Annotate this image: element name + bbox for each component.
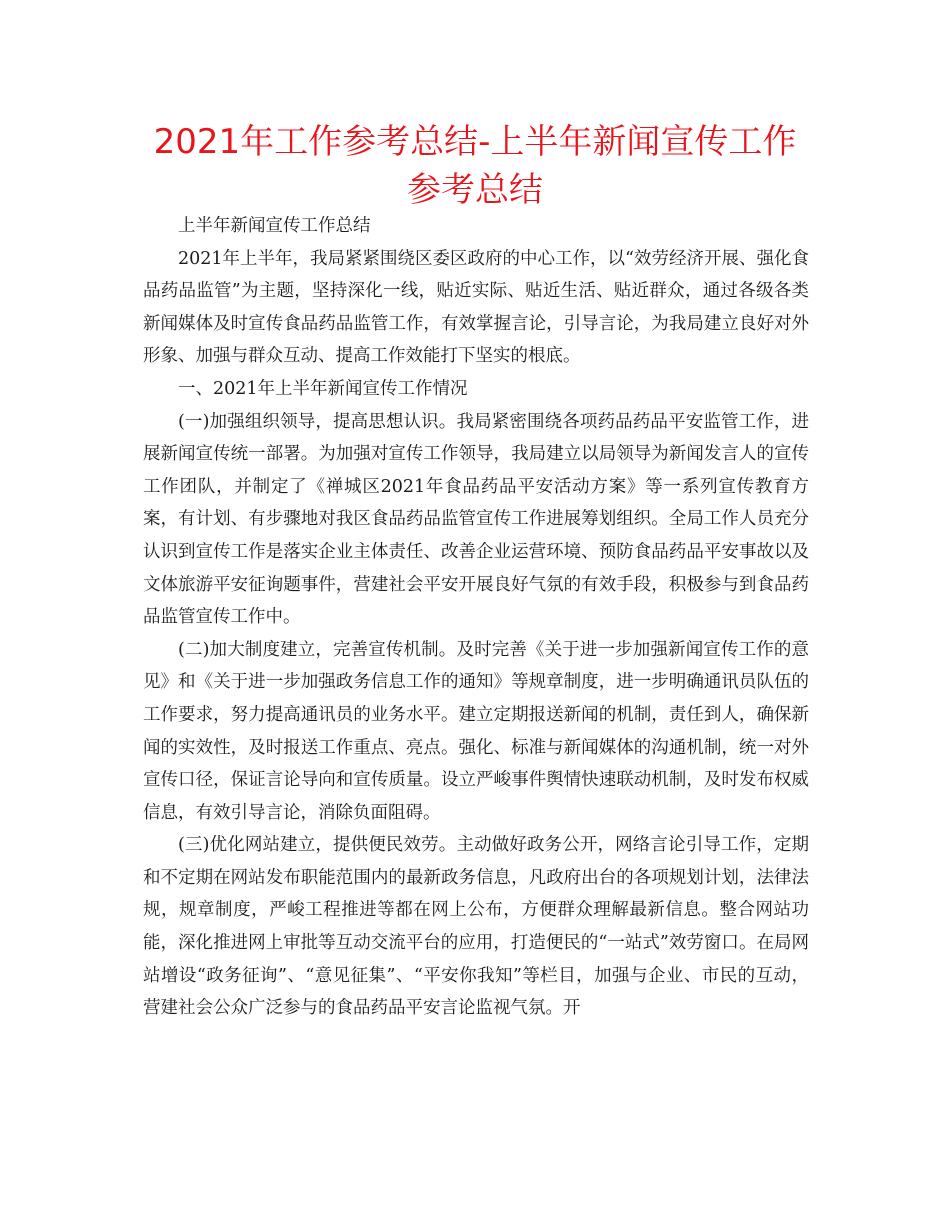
body-paragraph: (一)加强组织领导，提高思想认识。我局紧密围绕各项药品药品平安监管工作，进展新闻宣传统一部署。为加强对宣传工作领导，我局建立以局领导为新闻发言人的宣传工作团队，并制定了《禅城区2021年食品药品平安活动方案》等一系列宣传教育方案，有计划、有步骤地对我区食品药品监管宣传工作进展筹划组织。全局工作人员充分认识到宣传工作是落实企业主体责任、改善企业运营环境、预防食品药品平安事故以及文体旅游平安征询题事件，营建社会平安开展良好气氛的有效手段，积极参与到食品药品监管宣传工作中。 <box>143 411 809 628</box>
section-heading: 一、2021年上半年新闻宣传工作情况 <box>178 378 468 399</box>
document-body <box>143 210 809 1025</box>
body-paragraph: (三)优化网站建立，提供便民效劳。主动做好政务公开，网络言论引导工作，定期和不定期在网站发布职能范围内的最新政务信息，凡政府出台的各项规划计划，法律法规，规章制度，严峻工程推进等都在网上公布，方便群众理解最新信息。整合网站功能，深化推进网上审批等互动交流平台的应用，打造便民的“一站式”效劳窗口。在局网站增设“政务征询”、“意见征集”、“平安你我知”等栏目，加强与企业、市民的互动，营建社会公众广泛参与的食品药品平安言论监视气氛。开 <box>143 835 809 1019</box>
intro-paragraph: 2021年上半年，我局紧紧围绕区委区政府的中心工作，以“效劳经济开展、强化食品药品监管”为主题，坚持深化一线，贴近实际、贴近生活、贴近群众，通过各级各类新闻媒体及时宣传食品药品监管工作，有效掌握言论，引导言论，为我局建立良好对外形象、加强与群众互动、提高工作效能打下坚实的根底。 <box>143 248 809 367</box>
subtitle-paragraph: 上半年新闻宣传工作总结 <box>178 216 371 236</box>
document-title: 2021年工作参考总结-上半年新闻宣传工作参考总结 <box>153 122 797 210</box>
body-paragraph: (二)加大制度建立，完善宣传机制。及时完善《关于进一步加强新闻宣传工作的意见》和《关于进一步加强政务信息工作的通知》等规章制度，进一步明确通讯员队伍的工作要求，努力提高通讯员的业务水平。建立定期报送新闻的机制，责任到人，确保新闻的实效性，及时报送工作重点、亮点。强化、标准与新闻媒体的沟通机制，统一对外宣传口径，保证言论导向和宣传质量。设立严峻事件舆情快速联动机制，及时发布权威信息，有效引导言论，消除负面阻碍。 <box>143 639 809 823</box>
